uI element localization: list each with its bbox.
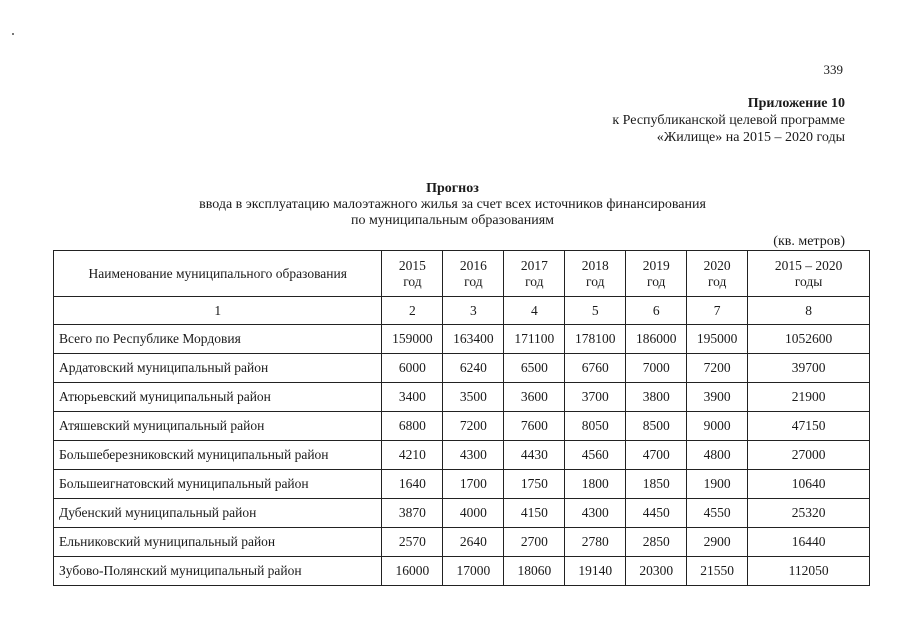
year-value: 2850 xyxy=(626,528,687,557)
year-value: 19140 xyxy=(565,557,626,586)
year-value: 4300 xyxy=(565,499,626,528)
table-row xyxy=(54,354,870,383)
year-value: 7000 xyxy=(626,354,687,383)
table-row xyxy=(54,325,870,354)
header-year: 2020 год xyxy=(687,251,748,297)
year-value: 186000 xyxy=(626,325,687,354)
table-row xyxy=(54,383,870,412)
title-main: Прогноз xyxy=(426,181,479,196)
column-number: 2 xyxy=(382,297,443,325)
year-value: 17000 xyxy=(443,557,504,586)
column-number-row xyxy=(54,297,870,325)
municipality-name: Атяшевский муниципальный район xyxy=(54,412,382,441)
table-row xyxy=(54,441,870,470)
total-value: 27000 xyxy=(748,441,870,470)
year-value: 4450 xyxy=(626,499,687,528)
year-value: 171100 xyxy=(504,325,565,354)
year-value: 2570 xyxy=(382,528,443,557)
municipality-name: Большеберезниковский муниципальный район xyxy=(54,441,382,470)
table-header-row xyxy=(54,251,870,297)
header-year: 2016 год xyxy=(443,251,504,297)
header-year: 2017 год xyxy=(504,251,565,297)
year-value: 3800 xyxy=(626,383,687,412)
total-value: 16440 xyxy=(748,528,870,557)
year-value: 18060 xyxy=(504,557,565,586)
table-row xyxy=(54,412,870,441)
column-number: 7 xyxy=(687,297,748,325)
appendix-line-1: к Республиканской целевой программе xyxy=(612,113,845,128)
scan-speck xyxy=(12,33,14,35)
year-value: 4800 xyxy=(687,441,748,470)
table-row xyxy=(54,499,870,528)
year-value: 4000 xyxy=(443,499,504,528)
year-value: 4430 xyxy=(504,441,565,470)
year-value: 6500 xyxy=(504,354,565,383)
year-value: 2700 xyxy=(504,528,565,557)
year-value: 21550 xyxy=(687,557,748,586)
year-value: 2640 xyxy=(443,528,504,557)
year-value: 2900 xyxy=(687,528,748,557)
year-value: 195000 xyxy=(687,325,748,354)
title-line-2: по муниципальным образованиям xyxy=(351,213,554,228)
year-value: 178100 xyxy=(565,325,626,354)
year-value: 7600 xyxy=(504,412,565,441)
appendix-block xyxy=(612,95,845,146)
page-number: 339 xyxy=(823,62,843,77)
year-value: 4150 xyxy=(504,499,565,528)
table-row xyxy=(54,528,870,557)
appendix-line-2: «Жилище» на 2015 – 2020 годы xyxy=(656,130,845,145)
total-value: 21900 xyxy=(748,383,870,412)
total-value: 1052600 xyxy=(748,325,870,354)
column-number: 1 xyxy=(54,297,382,325)
header-year: 2018 год xyxy=(565,251,626,297)
forecast-table xyxy=(53,250,870,586)
municipality-name: Дубенский муниципальный район xyxy=(54,499,382,528)
header-municipality: Наименование муниципального образования xyxy=(54,251,382,297)
year-value: 1900 xyxy=(687,470,748,499)
year-value: 8050 xyxy=(565,412,626,441)
municipality-name: Ельниковский муниципальный район xyxy=(54,528,382,557)
column-number: 5 xyxy=(565,297,626,325)
year-value: 163400 xyxy=(443,325,504,354)
year-value: 4300 xyxy=(443,441,504,470)
year-value: 1850 xyxy=(626,470,687,499)
municipality-name: Всего по Республике Мордовия xyxy=(54,325,382,354)
year-value: 20300 xyxy=(626,557,687,586)
year-value: 4210 xyxy=(382,441,443,470)
year-value: 8500 xyxy=(626,412,687,441)
document-title xyxy=(0,181,905,229)
column-number: 4 xyxy=(504,297,565,325)
year-value: 7200 xyxy=(443,412,504,441)
year-value: 4560 xyxy=(565,441,626,470)
year-value: 1640 xyxy=(382,470,443,499)
table-row xyxy=(54,557,870,586)
year-value: 6760 xyxy=(565,354,626,383)
year-value: 6800 xyxy=(382,412,443,441)
year-value: 3700 xyxy=(565,383,626,412)
municipality-name: Большеигнатовский муниципальный район xyxy=(54,470,382,499)
year-value: 1700 xyxy=(443,470,504,499)
column-number: 8 xyxy=(748,297,870,325)
year-value: 3600 xyxy=(504,383,565,412)
total-value: 25320 xyxy=(748,499,870,528)
year-value: 3900 xyxy=(687,383,748,412)
header-year: 2019 год xyxy=(626,251,687,297)
total-value: 10640 xyxy=(748,470,870,499)
year-value: 4550 xyxy=(687,499,748,528)
year-value: 7200 xyxy=(687,354,748,383)
title-line-1: ввода в эксплуатацию малоэтажного жилья за счет всех источников финансирования xyxy=(199,197,706,212)
year-value: 6000 xyxy=(382,354,443,383)
total-value: 39700 xyxy=(748,354,870,383)
year-value: 9000 xyxy=(687,412,748,441)
municipality-name: Атюрьевский муниципальный район xyxy=(54,383,382,412)
year-value: 159000 xyxy=(382,325,443,354)
year-value: 3870 xyxy=(382,499,443,528)
year-value: 3400 xyxy=(382,383,443,412)
year-value: 1800 xyxy=(565,470,626,499)
column-number: 6 xyxy=(626,297,687,325)
year-value: 2780 xyxy=(565,528,626,557)
year-value: 4700 xyxy=(626,441,687,470)
total-value: 47150 xyxy=(748,412,870,441)
column-number: 3 xyxy=(443,297,504,325)
units-label: (кв. метров) xyxy=(773,234,845,249)
header-total: 2015 – 2020 годы xyxy=(748,251,870,297)
year-value: 3500 xyxy=(443,383,504,412)
table-row xyxy=(54,470,870,499)
municipality-name: Ардатовский муниципальный район xyxy=(54,354,382,383)
appendix-heading: Приложение 10 xyxy=(747,96,845,111)
year-value: 16000 xyxy=(382,557,443,586)
header-year: 2015 год xyxy=(382,251,443,297)
year-value: 6240 xyxy=(443,354,504,383)
year-value: 1750 xyxy=(504,470,565,499)
total-value: 112050 xyxy=(748,557,870,586)
municipality-name: Зубово-Полянский муниципальный район xyxy=(54,557,382,586)
